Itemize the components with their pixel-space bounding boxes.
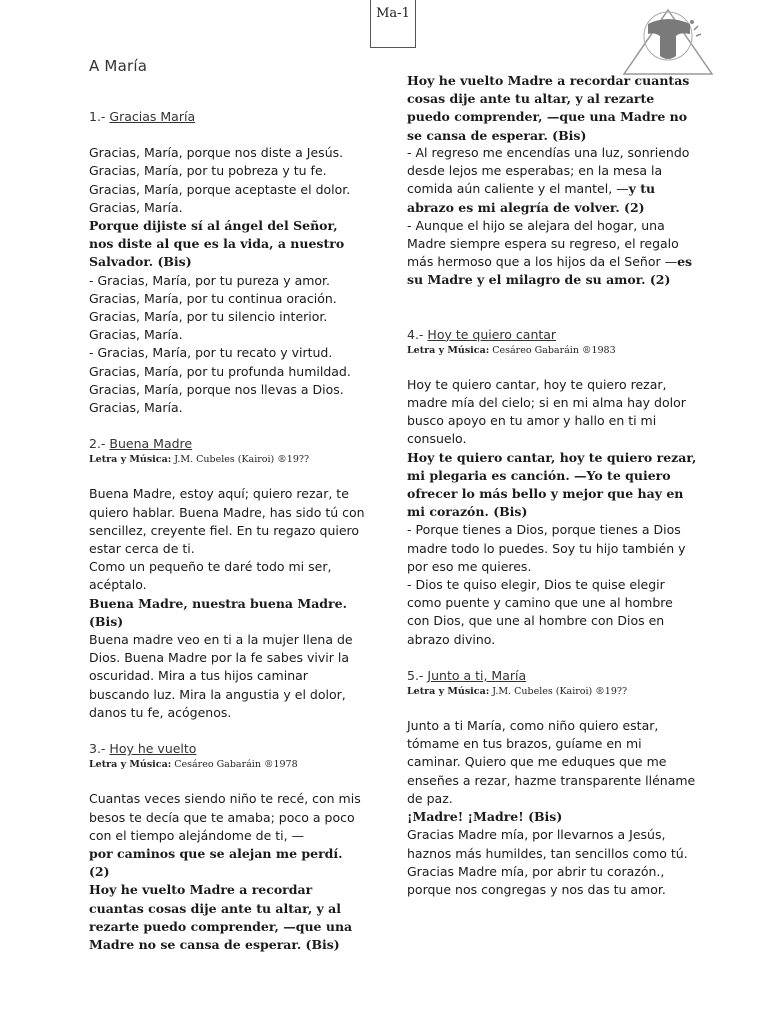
song-3-number: 3.-: [89, 741, 110, 757]
song-5-verse: Gracias Madre mía, por llevarnos a Jesús, haznos más humildes, tan sencillos como tú. Gracias Madre mía, por abrir tu corazón., porque nos congregas y nos das tu amor.: [407, 827, 688, 897]
song-1-line: Gracias, María, porque aceptaste el dolor.: [89, 181, 351, 197]
song-4-chorus: Hoy te quiero cantar, hoy te quiero rezar, mi plegaria es canción. —Yo te quiero ofrecer lo más bello y mejor que hay en mi corazón. (Bis): [407, 449, 697, 520]
song-1-line: Gracias, María.: [89, 199, 183, 215]
song-3-verse: - Aunque el hijo se alejara del hogar, una Madre siempre espera su regreso, el regalo más hermoso que a los hijos da el Señor —es su Madre y el milagro de su amor. (2): [407, 217, 693, 288]
song-4-verse: - Porque tienes a Dios, porque tienes a Dios madre todo lo puedes. Soy tu hijo también y por eso me quieres.: [407, 522, 686, 574]
song-1-line: Gracias, María, porque nos diste a Jesús.: [89, 145, 344, 161]
song-3-chorus-tail: Hoy he vuelto Madre a recordar cuantas cosas dije ante tu altar, y al rezarte puedo comprender, —que una Madre no se cansa de esperar. (Bis): [407, 73, 690, 143]
song-1-line: Gracias, María, por tu pobreza y tu fe.: [89, 163, 327, 179]
song-1-heading: [89, 108, 365, 126]
song-1-title: Gracias María: [109, 109, 196, 124]
song-5-verse: Junto a ti María, como niño quiero estar, tómame en tus brazos, guíame en mi caminar. Quiero que me eduques que me enseñes a rezar, hazme transparente lléname de paz.: [407, 718, 696, 806]
song-3-chorus-continued: [407, 73, 699, 144]
song-1-line: Gracias, María, por tu profunda humildad.: [89, 363, 351, 379]
song-2-title: Buena Madre: [109, 436, 193, 452]
song-1-line: Gracias, María.: [89, 400, 183, 416]
song-4-credit: Letra y Música: Cesáreo Gabaráin ®1983: [407, 344, 616, 356]
song-1-line: Gracias, María.: [89, 327, 183, 343]
song-5-credit: Letra y Música: J.M. Cubeles (Kairoi) ®19??: [407, 686, 628, 698]
song-4-heading: [407, 326, 699, 344]
song-5-chorus: ¡Madre! ¡Madre! (Bis): [407, 809, 563, 825]
song-3-verse: - Al regreso me encendías una luz, sonriendo desde lejos me esperabas; en la mesa la comida aún caliente y el mantel, —y tu abrazo es mi alegría de volver. (2): [407, 145, 690, 215]
song-3-credit: Letra y Música: Cesáreo Gabaráin ®1978: [89, 759, 298, 771]
song-3-chorus-start: Hoy he vuelto Madre a recordar cuantas cosas dije ante tu altar, y al rezarte puedo comprender, —que una Madre no se cansa de esperar. (Bis): [89, 882, 353, 952]
ministry-logo: [618, 6, 718, 78]
song-4-title: Hoy te quiero cantar: [427, 326, 557, 342]
right-column: [407, 73, 699, 899]
song-3-verse-ending: por caminos que se alejan me perdí. (2): [89, 845, 343, 880]
song-2-chorus: Buena Madre, nuestra buena Madre. (Bis): [89, 595, 347, 629]
song-4-verse: - Dios te quiso elegir, Dios te quise elegir como puente y camino que une al hombre con Dios, que une al hombre con Dios en abrazo divino.: [407, 577, 673, 647]
song-2-number: 2.-: [89, 436, 110, 452]
left-column: [89, 108, 365, 952]
song-3-title: Hoy he vuelto: [109, 741, 197, 757]
song-2-verse: Buena madre veo en ti a la mujer llena de Dios. Buena Madre por la fe sabes vivir la oscuridad. Mira a tus hijos caminar buscando luz. Mira la angustia y el dolor, danos tu fe, acógenos.: [89, 632, 353, 720]
song-5-heading: [407, 667, 699, 685]
song-1-line: - Gracias, María, por tu pureza y amor.: [89, 272, 331, 288]
song-1-line: - Gracias, María, por tu recato y virtud.: [89, 345, 333, 361]
page-title: A María: [89, 57, 148, 75]
song-1-number: 1.-: [89, 109, 110, 124]
song-3-heading: [89, 740, 365, 758]
song-2-heading: [89, 435, 365, 453]
document-code: Ma-1: [370, 0, 416, 48]
song-1-line: Gracias, María, por tu continua oración.: [89, 290, 337, 306]
song-1-chorus: Porque dijiste sí al ángel del Señor, nos diste al que es la vida, a nuestro Salvador. (Bis): [89, 218, 345, 270]
song-5-title: Junto a ti, María: [427, 667, 527, 683]
song-2-verse: Como un pequeño te daré todo mi ser, acéptalo.: [89, 559, 332, 593]
song-5-number: 5.-: [407, 667, 428, 683]
song-2-credit: Letra y Música: J.M. Cubeles (Kairoi) ®19??: [89, 454, 310, 466]
song-1-line: Gracias, María, porque nos llevas a Dios.: [89, 381, 344, 397]
song-4-number: 4.-: [407, 326, 428, 342]
song-4-verse: Hoy te quiero cantar, hoy te quiero rezar, madre mía del cielo; si en mi alma hay dolor busco apoyo en tu amor y hallo en ti mi consuelo.: [407, 376, 686, 447]
song-1-line: Gracias, María, por tu silencio interior.: [89, 309, 328, 325]
song-3-verse: Cuantas veces siendo niño te recé, con mis besos te decía que te amaba; poco a poco con el tiempo alejándome de ti, —: [89, 791, 361, 843]
song-2-verse: Buena Madre, estoy aquí; quiero rezar, te quiero hablar. Buena Madre, has sido tú con sencillez, creyente fiel. En tu regazo quiero estar cerca de ti.: [89, 486, 365, 557]
